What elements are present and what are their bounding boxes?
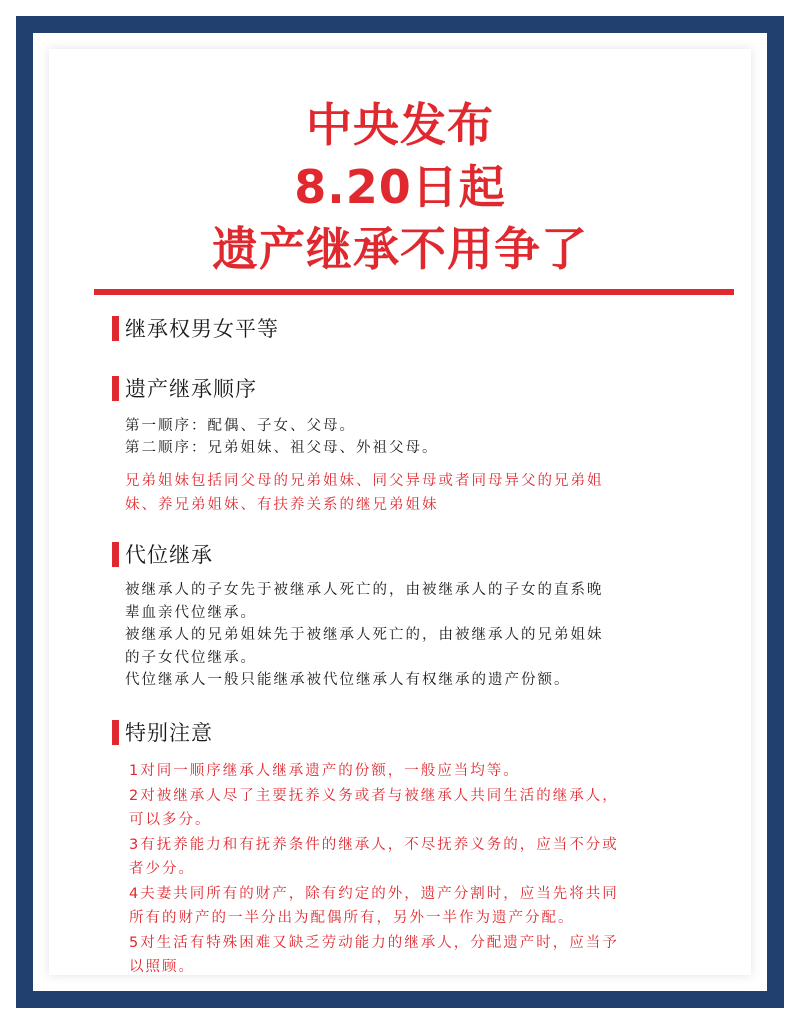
- paragraph-line: 代位继承人一般只能继承被代位继承人有权继承的遗产份额。: [125, 672, 571, 688]
- title-line-2: 8.20日起: [294, 160, 506, 214]
- section-heading: [125, 313, 735, 343]
- heading-marker-bar: [112, 316, 119, 341]
- section-heading: [125, 717, 735, 747]
- section-title: 遗产继承顺序: [125, 377, 257, 401]
- paragraph-line: 被继承人的子女先于被继承人死亡的，由被继承人的子女的直系晚: [125, 582, 604, 598]
- siblings-note: [125, 469, 735, 517]
- page-title: [49, 94, 751, 280]
- section-inheritance-order: [125, 373, 735, 517]
- note-item: 1对同一顺序继承人继承遗产的份额，一般应当均等。: [129, 763, 520, 779]
- heading-marker-bar: [112, 542, 119, 567]
- title-line-3: 遗产继承不用争了: [212, 222, 588, 276]
- note-item: 所有的财产的一半分出为配偶所有，另外一半作为遗产分配。: [129, 910, 575, 926]
- note-item: 3有抚养能力和有抚养条件的继承人，不尽抚养义务的，应当不分或: [129, 836, 619, 853]
- title-line-1: 中央发布: [306, 98, 494, 152]
- heading-marker-bar: [112, 376, 119, 401]
- paragraph-line: 的子女代位继承。: [125, 649, 257, 666]
- paragraph-line: 辈血亲代位继承。: [125, 604, 257, 621]
- note-item: 2对被继承人尽了主要抚养义务或者与被继承人共同生活的继承人，: [129, 787, 619, 804]
- section-heading: [125, 539, 735, 569]
- section-heading: [125, 373, 735, 403]
- paragraph-line: 被继承人的兄弟姐妹先于被继承人死亡的，由被继承人的兄弟姐妹: [125, 627, 604, 643]
- order-first: 第一顺序：配偶、子女、父母。: [125, 418, 356, 434]
- section-subrogation: [125, 539, 735, 692]
- section-title: 特别注意: [125, 721, 213, 745]
- navy-border-frame: [16, 16, 784, 1008]
- subrogation-text: [125, 579, 735, 692]
- order-second: 第二顺序：兄弟姐妹、祖父母、外祖父母。: [125, 440, 439, 456]
- section-title: 代位继承: [125, 543, 213, 567]
- note-item: 可以多分。: [129, 812, 212, 828]
- section-equal-rights: [125, 313, 735, 343]
- note-item: 以照顾。: [129, 959, 195, 975]
- note-line: 兄弟姐妹包括同父母的兄弟姐妹、同父异母或者同母异父的兄弟姐: [125, 473, 604, 489]
- white-inner-border: [33, 33, 767, 991]
- note-line: 妹、养兄弟姐妹、有扶养关系的继兄弟姐妹: [125, 497, 439, 513]
- heading-marker-bar: [112, 720, 119, 745]
- section-title: 继承权男女平等: [125, 317, 279, 341]
- note-item: 5对生活有特殊困难又缺乏劳动能力的继承人，分配遗产时，应当予: [129, 934, 619, 951]
- note-item: 4夫妻共同所有的财产，除有约定的外，遗产分割时，应当先将共同: [129, 885, 619, 902]
- special-notes-list: [129, 759, 735, 980]
- note-item: 者少分。: [129, 861, 195, 877]
- section-special-notes: [125, 717, 735, 980]
- order-list: [125, 415, 735, 459]
- content-card: [49, 49, 751, 975]
- title-divider: [94, 289, 734, 295]
